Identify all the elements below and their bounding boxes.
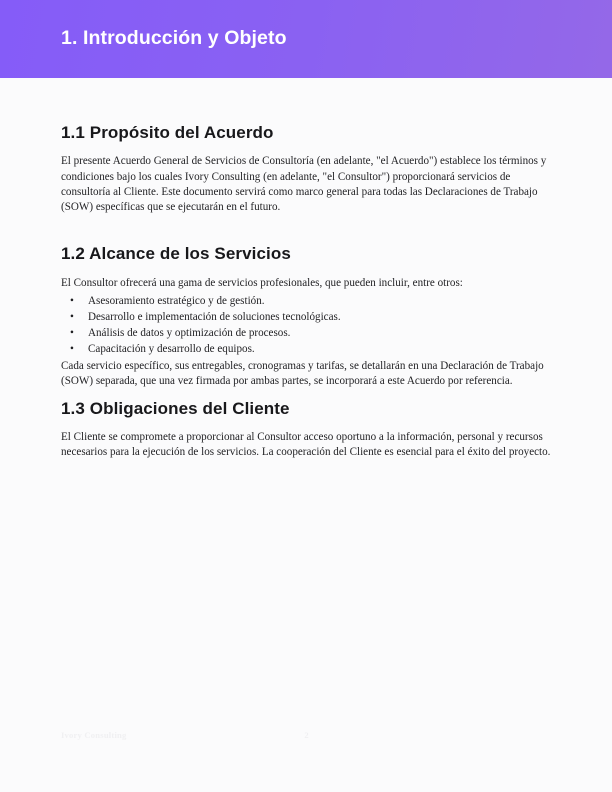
header-banner <box>0 0 612 78</box>
section-1-2-closing: Cada servicio específico, sus entregables, cronogramas y tarifas, se detallarán en una Declaración de Trabajo (SOW) separada, que una vez firmada por ambas partes, se incorporará a este Acuerdo por referencia. <box>61 360 544 388</box>
section-1-2 <box>61 215 552 389</box>
section-1-3 <box>61 390 552 461</box>
section-1-1 <box>61 78 552 215</box>
list-item: • Asesoramiento estratégico y de gestión. <box>61 293 552 309</box>
section-1-1-paragraph: El presente Acuerdo General de Servicios de Consultoría (en adelante, "el Acuerdo") establece los términos y condiciones bajo los cuales Ivory Consulting (en adelante, "el Consultor") proporcionará servicios de consultoría al Cliente. Este documento servirá como marco general para todas las Declaraciones de Trabajo (SOW) específicas que se ejecutarán en el futuro. <box>61 155 547 213</box>
page-title: 1. Introducción y Objeto <box>61 27 287 50</box>
section-heading-1-1: 1.1 Propósito del Acuerdo <box>61 123 274 142</box>
page-footer <box>61 730 552 746</box>
footer-company-name: Ivory Consulting <box>61 730 127 740</box>
list-item: • Capacitación y desarrollo de equipos. <box>61 341 552 357</box>
services-bullet-list <box>61 291 552 357</box>
section-1-2-intro: El Consultor ofrecerá una gama de servicios profesionales, que pueden incluir, entre otros: <box>61 276 463 289</box>
section-heading-1-3: 1.3 Obligaciones del Cliente <box>61 398 290 418</box>
list-item: • Desarrollo e implementación de soluciones tecnológicas. <box>61 309 552 325</box>
document-content <box>0 78 612 460</box>
footer-page-number: 2 <box>304 730 309 740</box>
section-heading-1-2: 1.2 Alcance de los Servicios <box>61 244 291 264</box>
list-item: • Análisis de datos y optimización de procesos. <box>61 325 552 341</box>
section-1-3-paragraph: El Cliente se compromete a proporcionar al Consultor acceso oportuno a la información, personal y recursos necesarios para la ejecución de los servicios. La cooperación del Cliente es esencial para el éxito del proyecto. <box>61 430 551 459</box>
